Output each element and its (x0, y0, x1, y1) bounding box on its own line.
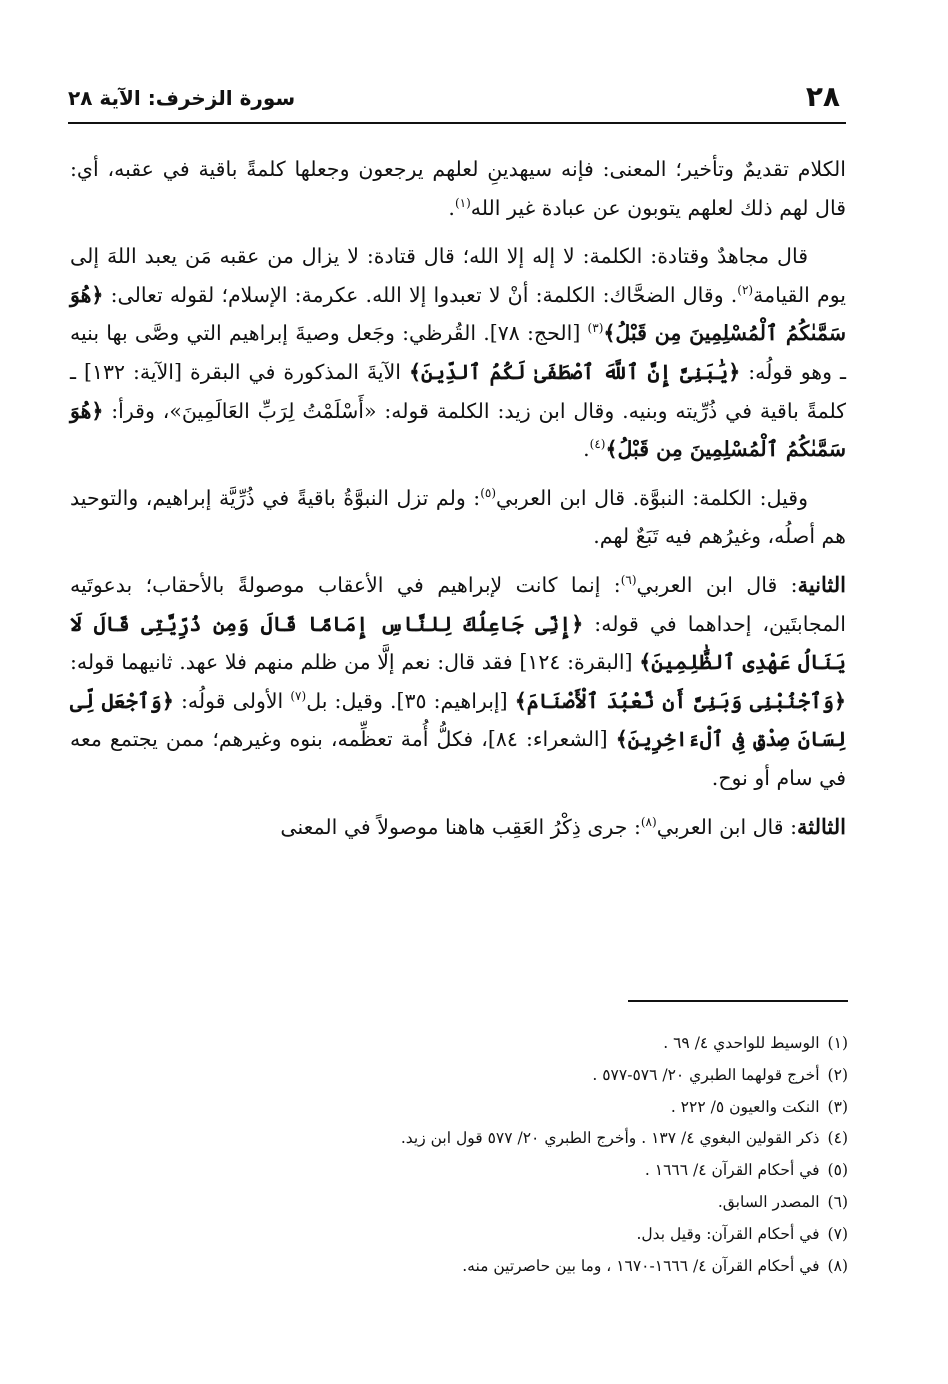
footnote-text: في أحكام القرآن ٤/ ١٦٦٦-١٦٧٠ ، وما بين حاصرتين منه. (462, 1256, 820, 1275)
paragraph-text: . (448, 195, 455, 220)
footnote-number: (٦) (827, 1192, 848, 1211)
paragraph-4 (70, 566, 846, 798)
paragraph-2 (70, 237, 846, 469)
paragraph-text: . (583, 437, 590, 462)
quran-quote: ﴿هُوَ سَمَّىٰكُمُ ٱلْمُسْلِمِينَ مِن قَبْلُ﴾ (70, 282, 846, 346)
footnote-ref[interactable]: (٣) (587, 321, 604, 336)
footnote-text: المصدر السابق. (717, 1192, 820, 1211)
footnote (168, 1155, 848, 1187)
footnote-ref[interactable]: (٢) (737, 282, 754, 297)
footnote-text: في أحكام القرآن: وقيل بدل. (636, 1224, 820, 1243)
running-title: سورة الزخرف: الآية ٢٨ (68, 86, 296, 110)
page-header (68, 80, 846, 126)
footnote-ref[interactable]: (٤) (589, 437, 606, 452)
paragraph-5 (70, 808, 846, 847)
quran-quote: ﴿يَٰبَنِىَّ إِنَّ ٱللَّهَ ٱصْطَفَىٰ لَكُمُ ٱلدِّينَ﴾ (408, 359, 741, 384)
paragraph-text: الأولى قولُه: (173, 688, 291, 713)
footnote-ref[interactable]: (٨) (640, 814, 657, 829)
footnote-number: (٣) (827, 1097, 848, 1116)
footnote (168, 1092, 848, 1124)
paragraph-text: وقيل: الكلمة: النبوَّة. قال ابن العربي (496, 485, 808, 510)
quran-quote: ﴿وَٱجْنُبْنِى وَبَنِىَّ أَن نَّعْبُدَ ٱلْأَصْنَامَ﴾ (514, 688, 846, 713)
paragraph-3 (70, 479, 846, 556)
main-text (70, 150, 846, 856)
footnote-text: أخرج قولهما الطبري ٢٠/ ٥٧٦-٥٧٧ . (592, 1065, 820, 1084)
footnote-number: (١) (827, 1034, 848, 1052)
paragraph-text: : إنما كانت لإبراهيم في الأعقاب موصولةً بالأحقاب؛ بدعوتَيه المجابتَين، إحداهما في قوله: (70, 572, 846, 636)
footnote (168, 1028, 848, 1060)
footnote (168, 1219, 848, 1251)
footnote-ref[interactable]: (٥) (480, 485, 497, 500)
page-number: ٢٨ (805, 80, 840, 113)
footnote-number: (٧) (827, 1224, 848, 1243)
paragraph-text: : قال ابن العربي (636, 572, 798, 597)
paragraph-text: [الحج: ٧٨]. القُرظي: وجَعل وصيةَ إبراهيم التي وصَّى بها بنيه ـ وهو قولُه: (70, 321, 847, 384)
quran-quote: ﴿إِنِّى جَاعِلُكَ لِلنَّاسِ إِمَامًا قَالَ وَمِن ذُرِّيَّتِى قَالَ لَا يَنَالُ عَهْدِى ٱلظَّٰلِمِينَ﴾ (70, 611, 846, 675)
paragraph-text: . وقال الضحَّاك: الكلمة: أنْ لا تعبدوا إلا الله. عكرمة: الإسلام؛ لقوله تعالى: (103, 282, 738, 307)
footnote-text: الوسيط للواحدي ٤/ ٦٩ . (663, 1034, 820, 1052)
footnote-text: في أحكام القرآن ٤/ ١٦٦٦ . (644, 1161, 820, 1180)
paragraph-text: [الشعراء: ٨٤]، فكلُّ أُمة تعظِّمه، بنوه وغيرهم؛ ممن يجتمع معه في سام أو نوح. (70, 727, 846, 790)
paragraph-text: الكلام تقديمٌ وتأخير؛ المعنى: فإنه سيهدينِ لعلهم يرجعون وجعلها كلمةً باقية في عقبه، أي: قال لهم ذلك لعلهم يتوبون عن عبادة غير الله (70, 157, 846, 220)
footnote-ref[interactable]: (١) (454, 195, 471, 210)
footnote-text: ذكر القولين البغوي ٤/ ١٣٧ . وأخرج الطبري ٢٠/ ٥٧٧ قول ابن زيد. (400, 1129, 820, 1148)
footnote-ref[interactable]: (٦) (620, 573, 637, 588)
header-divider (68, 122, 846, 124)
paragraph-text: قال مجاهدٌ وقتادة: الكلمة: لا إله إلا الله؛ قال قتادة: لا يزال من عقبه مَن يعبد اللهَ إلى يوم القيامة (70, 244, 846, 307)
paragraph-text: [البقرة: ١٢٤] فقد قال: نعم إلَّا من ظلم منهم فلا عهد. ثانيهما قوله: (70, 650, 640, 675)
paragraph-text: : ولم تزل النبوَّةُ باقيةً في ذُرِّيَّة إبراهيم، والتوحيد هم أصلُه، وغيرُهم فيه تَبَعٌ لهم. (70, 485, 846, 549)
footnote (168, 1060, 848, 1092)
quran-quote: ﴿هُوَ سَمَّىٰكُمُ ٱلْمُسْلِمِينَ مِن قَبْلُ﴾ (70, 398, 846, 462)
footnote-ref[interactable]: (٧) (290, 688, 307, 703)
footnote-number: (٨) (827, 1256, 848, 1275)
footnote (168, 1187, 848, 1219)
footnote-number: (٥) (827, 1161, 848, 1180)
footnote-divider (628, 1000, 848, 1002)
footnotes-list (168, 1028, 848, 1282)
issue-label: الثانية (797, 571, 846, 597)
footnote-number: (٢) (827, 1065, 848, 1084)
issue-label: الثالثة (797, 813, 846, 839)
paragraph-1 (70, 150, 846, 227)
paragraph-text: [إبراهيم: ٣٥]. وقيل: بل (306, 688, 515, 713)
footnote-number: (٤) (827, 1129, 848, 1148)
quran-quote: ﴿وَٱجْعَل لِّى لِسَانَ صِدْقٍ فِى ٱلْءَاخِرِينَ﴾ (70, 688, 846, 752)
footnote (168, 1251, 848, 1283)
footnote-text: النكت والعيون ٥/ ٢٢٢ . (670, 1097, 820, 1116)
footnote (168, 1123, 848, 1155)
paragraph-text: : جرى ذِكْرُ العَقِب هاهنا موصولاً في المعنى (280, 814, 641, 839)
paragraph-text: الآيةَ المذكورة في البقرة [الآية: ١٣٢] ـ كلمةً باقية في ذُرِّيته وبنيه. وقال ابن زيد: الكلمة قوله: «أَسْلَمْتُ لِرَبِّ العَالَمِينَ»، وقرأ: (70, 359, 846, 423)
paragraph-text: : قال ابن العربي (656, 814, 798, 839)
